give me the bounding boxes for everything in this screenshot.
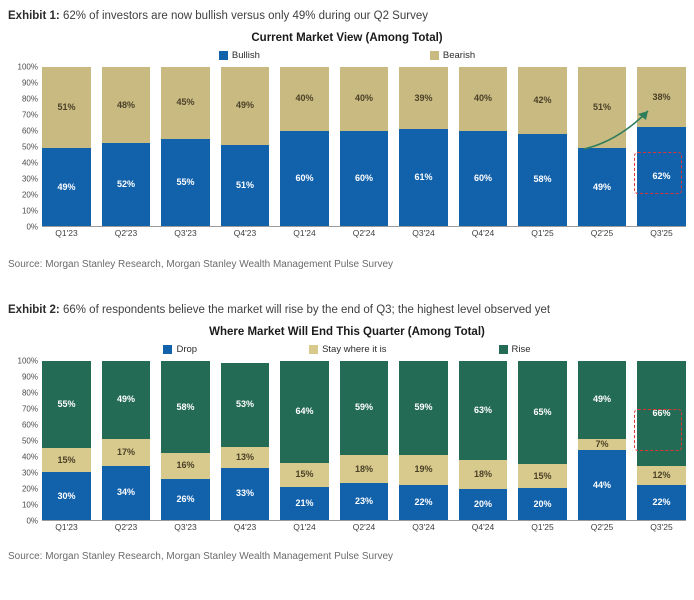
bar-segment-stay: 18% — [459, 460, 508, 488]
x-tick-label: Q4'23 — [233, 228, 257, 238]
y-tick: 0% — [26, 222, 38, 232]
x-tick-label: Q2'25 — [590, 228, 614, 238]
bar-segment-stay: 15% — [280, 463, 329, 487]
x-tick-label: Q4'23 — [233, 522, 257, 532]
y-tick: 70% — [21, 404, 38, 414]
bar-segment-rise: 65% — [518, 361, 567, 464]
bar-column[interactable] — [102, 67, 151, 226]
x-tick-label: Q1'25 — [531, 228, 554, 238]
bar-column[interactable] — [518, 361, 567, 520]
y-tick: 60% — [21, 126, 38, 136]
x-tick-label: Q1'24 — [293, 228, 316, 238]
bar-segment-rise: 58% — [161, 361, 210, 453]
bar-segment-stay: 15% — [42, 448, 91, 472]
bar-segment-drop: 20% — [459, 489, 508, 520]
legend-item-stay — [309, 344, 386, 355]
bar-column[interactable] — [161, 67, 210, 226]
y-tick: 0% — [26, 516, 38, 526]
y-tick: 10% — [21, 206, 38, 216]
exhibit-1-label: Exhibit 1: — [8, 10, 60, 22]
chart-2-y-axis — [0, 356, 42, 526]
legend-label-bullish: Bullish — [231, 50, 260, 61]
bar-segment-bullish: 60% — [280, 131, 329, 226]
bar-segment-drop: 21% — [280, 487, 329, 520]
bar-column[interactable] — [399, 67, 448, 226]
y-tick: 80% — [21, 388, 38, 398]
x-tick-label: Q4'24 — [471, 522, 495, 532]
legend-swatch-rise — [499, 345, 508, 354]
bar-segment-stay: 15% — [518, 464, 567, 488]
chart-1-title: Current Market View (Among Total) — [251, 32, 443, 44]
bar-segment-drop: 22% — [637, 485, 686, 520]
bar-segment-drop: 20% — [518, 488, 567, 520]
x-tick-label: Q1'23 — [55, 228, 78, 238]
bar-segment-rise: 49% — [102, 361, 151, 439]
exhibit-2-caption — [0, 304, 694, 316]
bar-column[interactable] — [340, 67, 389, 226]
x-tick-label: Q3'23 — [174, 522, 197, 532]
bar-column[interactable] — [280, 361, 329, 520]
chart-2-plot — [0, 356, 694, 532]
bar-segment-bullish: 62% — [637, 127, 686, 226]
chart-1-plot — [0, 62, 694, 238]
chart-1-legend — [0, 50, 694, 61]
bar-column[interactable] — [221, 67, 270, 226]
bar-segment-bullish: 49% — [578, 148, 627, 226]
x-tick-label: Q2'24 — [352, 228, 376, 238]
y-tick: 100% — [17, 62, 38, 72]
bar-segment-stay: 19% — [399, 455, 448, 485]
bar-segment-drop: 33% — [221, 468, 270, 520]
bar-column[interactable] — [42, 361, 91, 520]
y-tick: 80% — [21, 94, 38, 104]
x-tick-label: Q1'25 — [531, 522, 554, 532]
bar-segment-drop: 26% — [161, 479, 210, 520]
bar-segment-bullish: 58% — [518, 134, 567, 226]
bar-segment-rise: 66% — [637, 361, 686, 466]
bar-column[interactable] — [637, 67, 686, 226]
exhibit-2-label: Exhibit 2: — [8, 304, 60, 316]
bar-segment-bearish: 42% — [518, 67, 567, 134]
legend-swatch-stay — [309, 345, 318, 354]
bar-segment-bullish: 60% — [459, 131, 508, 226]
legend-label-bearish: Bearish — [442, 50, 476, 61]
bar-column[interactable] — [340, 361, 389, 520]
x-tick-label: Q2'25 — [590, 522, 614, 532]
y-tick: 30% — [21, 174, 38, 184]
y-tick: 10% — [21, 500, 38, 510]
bar-segment-stay: 13% — [221, 447, 270, 468]
x-tick-label: Q1'23 — [55, 522, 78, 532]
bar-segment-stay: 16% — [161, 453, 210, 478]
exhibit-1-text: 62% of investors are now bullish versus only 49% during our Q2 Survey — [62, 10, 428, 22]
bar-segment-bearish: 45% — [161, 67, 210, 139]
y-tick: 40% — [21, 452, 38, 462]
chart-1-x-axis — [42, 228, 686, 238]
bar-column[interactable] — [221, 361, 270, 520]
chart-2-bars — [42, 361, 686, 521]
bar-segment-bullish: 61% — [399, 129, 448, 226]
bar-segment-rise: 55% — [42, 361, 91, 448]
bar-segment-bearish: 40% — [280, 67, 329, 131]
legend-item-drop — [163, 344, 197, 355]
bar-segment-rise: 49% — [578, 361, 627, 439]
y-tick: 90% — [21, 78, 38, 88]
y-tick: 40% — [21, 158, 38, 168]
x-tick-label: Q2'23 — [114, 522, 138, 532]
bar-segment-stay: 18% — [340, 455, 389, 484]
x-tick-label: Q3'25 — [650, 228, 673, 238]
bar-segment-bearish: 51% — [42, 67, 91, 148]
bar-segment-rise: 53% — [221, 363, 270, 447]
x-tick-label: Q3'24 — [412, 522, 435, 532]
bar-segment-drop: 22% — [399, 485, 448, 520]
y-tick: 20% — [21, 190, 38, 200]
bar-segment-bearish: 38% — [637, 67, 686, 127]
bar-segment-stay: 7% — [578, 439, 627, 450]
chart-1-bars — [42, 67, 686, 227]
bar-column[interactable] — [102, 361, 151, 520]
bar-column[interactable] — [399, 361, 448, 520]
x-tick-label: Q3'25 — [650, 522, 673, 532]
x-tick-label: Q2'23 — [114, 228, 138, 238]
bar-column[interactable] — [578, 361, 627, 520]
bar-segment-drop: 44% — [578, 450, 627, 520]
bar-segment-bearish: 40% — [340, 67, 389, 131]
exhibit-2-text: 66% of respondents believe the market will rise by the end of Q3; the highest level observed yet — [62, 304, 551, 316]
bar-segment-stay: 12% — [637, 466, 686, 485]
bar-column[interactable] — [161, 361, 210, 520]
legend-label-stay: Stay where it is — [322, 344, 387, 355]
bar-column[interactable] — [459, 67, 508, 226]
bar-segment-rise: 64% — [280, 361, 329, 463]
x-tick-label: Q1'24 — [293, 522, 316, 532]
legend-item-rise — [499, 344, 531, 355]
bar-column[interactable] — [42, 67, 91, 226]
bar-segment-rise: 63% — [459, 361, 508, 460]
bar-column[interactable] — [637, 361, 686, 520]
bar-segment-rise: 59% — [399, 361, 448, 455]
legend-swatch-bullish — [219, 51, 228, 60]
legend-label-drop: Drop — [176, 344, 198, 355]
bar-segment-bullish: 52% — [102, 143, 151, 226]
bar-column[interactable] — [518, 67, 567, 226]
legend-swatch-drop — [163, 345, 172, 354]
bar-segment-stay: 17% — [102, 439, 151, 466]
bar-segment-bearish: 48% — [102, 67, 151, 143]
bar-segment-bearish: 51% — [578, 67, 627, 148]
bar-segment-bullish: 60% — [340, 131, 389, 226]
bar-segment-bearish: 49% — [221, 67, 270, 145]
y-tick: 30% — [21, 468, 38, 478]
bar-segment-bullish: 51% — [221, 145, 270, 226]
x-tick-label: Q3'23 — [174, 228, 197, 238]
y-tick: 50% — [21, 142, 38, 152]
bar-column[interactable] — [280, 67, 329, 226]
legend-item-bearish — [430, 50, 475, 61]
exhibit-1-source: Source: Morgan Stanley Research, Morgan Stanley Wealth Management Pulse Survey — [8, 259, 394, 270]
exhibit-1-caption — [0, 0, 694, 22]
bar-segment-drop: 34% — [102, 466, 151, 520]
y-tick: 70% — [21, 110, 38, 120]
chart-1-y-axis — [0, 62, 42, 232]
bar-segment-drop: 30% — [42, 472, 91, 520]
y-tick: 60% — [21, 420, 38, 430]
legend-label-rise: Rise — [511, 344, 531, 355]
bar-segment-bearish: 39% — [399, 67, 448, 129]
y-tick: 20% — [21, 484, 38, 494]
y-tick: 50% — [21, 436, 38, 446]
x-tick-label: Q2'24 — [352, 522, 376, 532]
bar-segment-rise: 59% — [340, 361, 389, 455]
exhibit-2-source: Source: Morgan Stanley Research, Morgan Stanley Wealth Management Pulse Survey — [8, 551, 394, 562]
bar-segment-bullish: 55% — [161, 139, 210, 226]
bar-segment-drop: 23% — [340, 483, 389, 520]
legend-swatch-bearish — [430, 51, 439, 60]
y-tick: 90% — [21, 372, 38, 382]
bar-column[interactable] — [459, 361, 508, 520]
chart-2-legend — [0, 344, 694, 355]
bar-segment-bullish: 49% — [42, 148, 91, 226]
x-tick-label: Q4'24 — [471, 228, 495, 238]
bar-segment-bearish: 40% — [459, 67, 508, 131]
bar-column[interactable] — [578, 67, 627, 226]
x-tick-label: Q3'24 — [412, 228, 435, 238]
y-tick: 100% — [17, 356, 38, 366]
chart-2-title: Where Market Will End This Quarter (Among Total) — [209, 326, 485, 338]
chart-2-x-axis — [42, 522, 686, 532]
legend-item-bullish — [219, 50, 260, 61]
